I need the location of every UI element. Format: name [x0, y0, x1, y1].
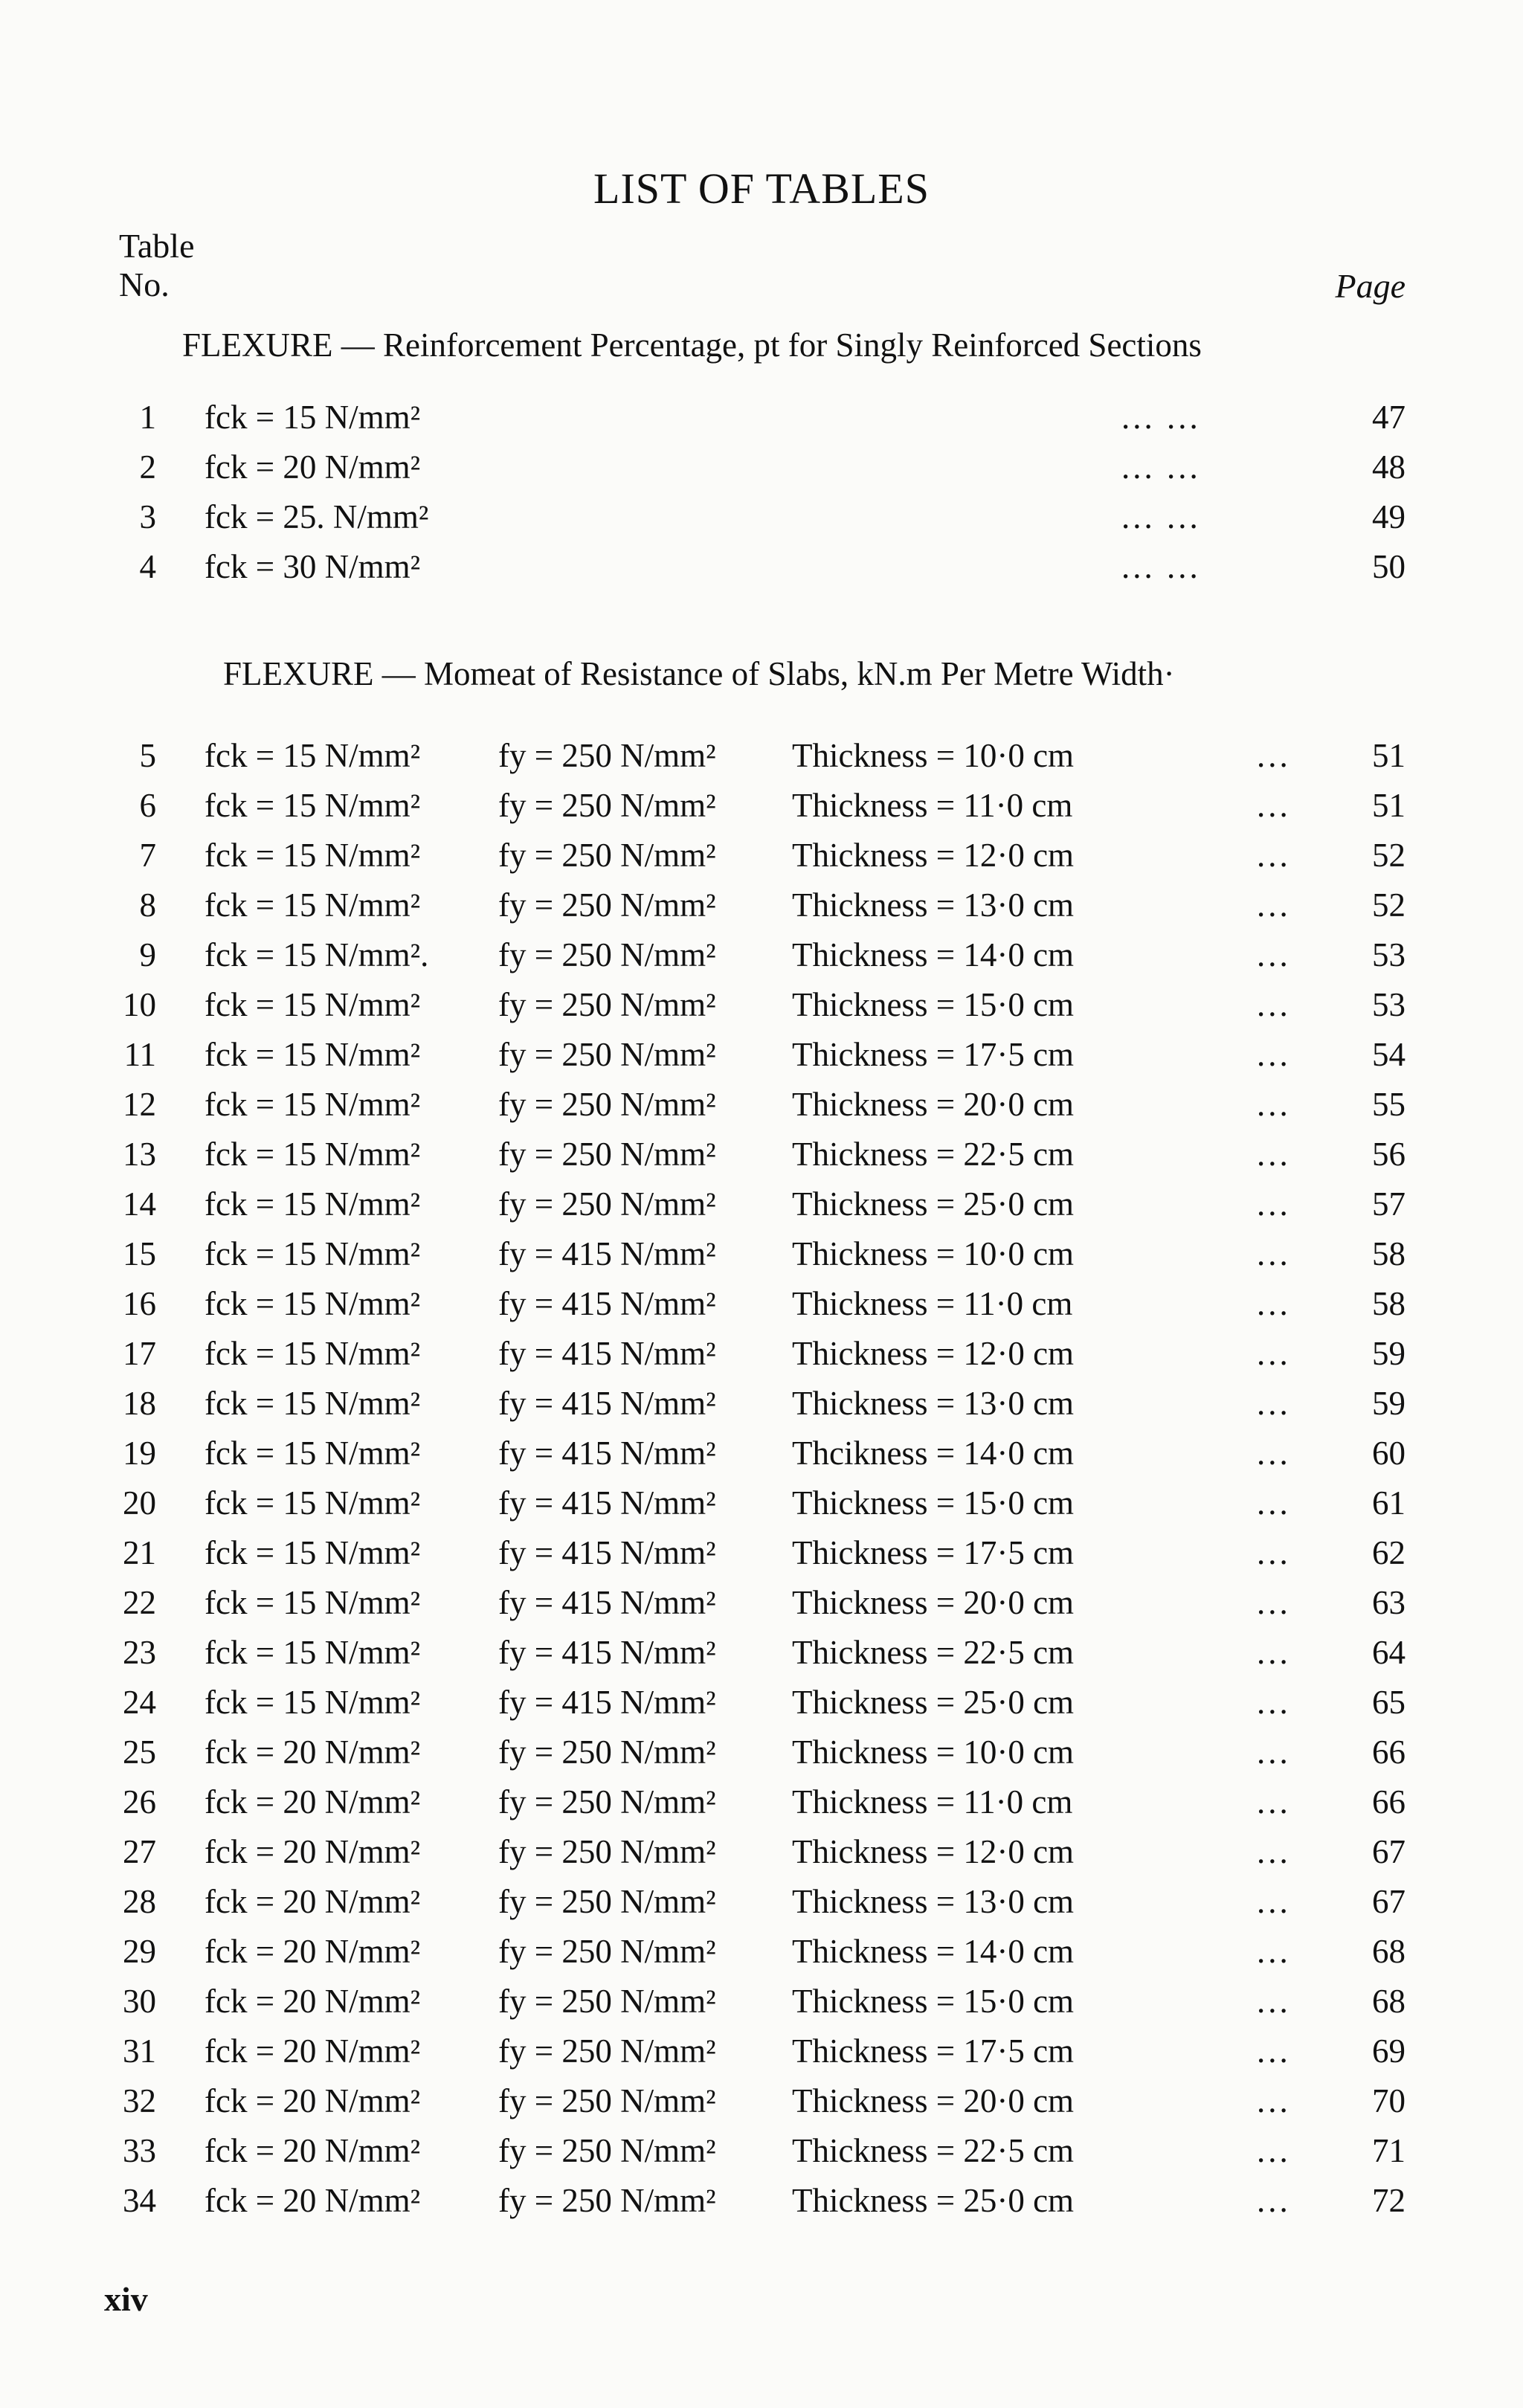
- table-row: [0, 1135, 1523, 1185]
- thickness-value: Thickness = 22·5 cm: [792, 1136, 1075, 1173]
- page-number-cell: 62: [1372, 1534, 1406, 1571]
- fy-value: fy = 250 N/mm²: [498, 837, 716, 874]
- thickness-value: Thickness = 11·0 cm: [792, 787, 1073, 824]
- page-number-cell: 55: [1372, 1086, 1406, 1123]
- fck-value: fck = 15 N/mm²: [205, 1136, 421, 1173]
- page-number-cell: 59: [1372, 1335, 1406, 1372]
- fy-value: fy = 415 N/mm²: [498, 1534, 716, 1571]
- fy-value: fy = 250 N/mm²: [498, 886, 716, 924]
- page-number-cell: 49: [1372, 498, 1406, 535]
- table-number: 34: [123, 2182, 156, 2219]
- table-row: [0, 1234, 1523, 1284]
- fck-value: fck = 15 N/mm²: [205, 1335, 421, 1372]
- table-number: 4: [139, 548, 156, 585]
- fck-value: fck = 30 N/mm²: [205, 548, 421, 585]
- leader-dots: ...: [1257, 2082, 1291, 2119]
- fy-value: fy = 250 N/mm²: [498, 2182, 716, 2219]
- table-number: 24: [123, 1684, 156, 1721]
- fck-value: fck = 20 N/mm²: [205, 1833, 421, 1870]
- fck-value: fck = 15 N/mm²: [205, 886, 421, 924]
- leader-dots: ...: [1257, 1684, 1291, 1721]
- page-number-cell: 68: [1372, 1983, 1406, 2020]
- table-row: [0, 736, 1523, 786]
- thickness-value: Thickness = 25·0 cm: [792, 1185, 1075, 1223]
- thickness-value: Thickness = 12·0 cm: [792, 837, 1075, 874]
- page-number-cell: 58: [1372, 1235, 1406, 1272]
- table-number: 20: [123, 1484, 156, 1522]
- fck-value: fck = 15 N/mm²: [205, 1385, 421, 1422]
- table-label: Table: [119, 227, 195, 265]
- thickness-value: Thickness = 25·0 cm: [792, 1684, 1075, 1721]
- table-row: [0, 836, 1523, 886]
- table-number: 1: [139, 399, 156, 436]
- fy-value: fy = 250 N/mm²: [498, 2082, 716, 2119]
- thickness-value: Thickness = 15·0 cm: [792, 986, 1075, 1023]
- page-number-cell: 61: [1372, 1484, 1406, 1522]
- thickness-value: Thickness = 13·0 cm: [792, 1385, 1075, 1422]
- leader-dots: ...: [1257, 1534, 1291, 1571]
- page-number-cell: 58: [1372, 1285, 1406, 1322]
- leader-dots: ...: [1257, 1335, 1291, 1372]
- leader-dots: ...: [1257, 1933, 1291, 1970]
- leader-dots: ...: [1257, 1435, 1291, 1472]
- leader-dots: ...: [1257, 1833, 1291, 1870]
- thickness-value: Thickness = 13·0 cm: [792, 886, 1075, 924]
- table-number: 19: [123, 1435, 156, 1472]
- page-title: LIST OF TABLES: [593, 164, 930, 213]
- fck-value: fck = 20 N/mm²: [205, 1733, 421, 1771]
- leader-dots: ...: [1257, 2132, 1291, 2169]
- fy-value: fy = 415 N/mm²: [498, 1584, 716, 1621]
- leader-dots: ...: [1257, 1036, 1291, 1073]
- table-row: [0, 448, 1523, 498]
- table-number: 13: [123, 1136, 156, 1173]
- leader-dots: ... ...: [1121, 498, 1201, 535]
- table-number: 26: [123, 1783, 156, 1821]
- thickness-value: Thickness = 17·5 cm: [792, 2032, 1075, 2070]
- page-number-cell: 67: [1372, 1833, 1406, 1870]
- section-title-reinforcement: FLEXURE — Reinforcement Percentage, pt for Singly Reinforced Sections: [182, 326, 1202, 364]
- leader-dots: ...: [1257, 1235, 1291, 1272]
- fy-value: fy = 415 N/mm²: [498, 1684, 716, 1721]
- column-header-table-no: [119, 227, 195, 304]
- fck-value: fck = 20 N/mm²: [205, 1933, 421, 1970]
- table-number: 27: [123, 1833, 156, 1870]
- table-number: 6: [139, 787, 156, 824]
- page-number-cell: 59: [1372, 1385, 1406, 1422]
- page-number-cell: 51: [1372, 737, 1406, 774]
- leader-dots: ... ...: [1121, 448, 1201, 486]
- leader-dots: ...: [1257, 1136, 1291, 1173]
- thickness-value: Thickness = 15·0 cm: [792, 1484, 1075, 1522]
- fy-value: fy = 250 N/mm²: [498, 1883, 716, 1920]
- fck-value: fck = 15 N/mm²: [205, 787, 421, 824]
- page-number-cell: 64: [1372, 1634, 1406, 1671]
- page-number-cell: 72: [1372, 2182, 1406, 2219]
- thickness-value: Thickness = 22·5 cm: [792, 2132, 1075, 2169]
- table-row: [0, 2131, 1523, 2181]
- table-number: 21: [123, 1534, 156, 1571]
- thickness-value: Thickness = 11·0 cm: [792, 1285, 1073, 1322]
- leader-dots: ...: [1257, 787, 1291, 824]
- page-number-cell: 50: [1372, 548, 1406, 585]
- page-number-cell: 51: [1372, 787, 1406, 824]
- fck-value: fck = 15 N/mm²: [205, 737, 421, 774]
- thickness-value: Thcikness = 14·0 cm: [792, 1435, 1075, 1472]
- fck-value: fck = 15 N/mm²: [205, 837, 421, 874]
- table-row: [0, 398, 1523, 448]
- page-number-cell: 54: [1372, 1036, 1406, 1073]
- fy-value: fy = 250 N/mm²: [498, 986, 716, 1023]
- table-number: 30: [123, 1983, 156, 2020]
- leader-dots: ...: [1257, 986, 1291, 1023]
- table-row: [0, 1434, 1523, 1484]
- table-number: 8: [139, 886, 156, 924]
- fck-value: fck = 20 N/mm²: [205, 1983, 421, 2020]
- fy-value: fy = 250 N/mm²: [498, 737, 716, 774]
- fck-value: fck = 15 N/mm²: [205, 1584, 421, 1621]
- page-number-cell: 53: [1372, 936, 1406, 973]
- fy-value: fy = 250 N/mm²: [498, 2132, 716, 2169]
- fy-value: fy = 250 N/mm²: [498, 1933, 716, 1970]
- leader-dots: ...: [1257, 886, 1291, 924]
- fy-value: fy = 415 N/mm²: [498, 1285, 716, 1322]
- leader-dots: ...: [1257, 1634, 1291, 1671]
- fck-value: fck = 20 N/mm²: [205, 448, 421, 486]
- fck-value: fck = 15 N/mm²: [205, 1435, 421, 1472]
- table-number: 11: [123, 1036, 156, 1073]
- table-number: 9: [139, 936, 156, 973]
- leader-dots: ...: [1257, 1733, 1291, 1771]
- leader-dots: ...: [1257, 2032, 1291, 2070]
- table-row: [0, 1533, 1523, 1583]
- table-row: [0, 2181, 1523, 2231]
- table-number: 7: [139, 837, 156, 874]
- fck-value: fck = 20 N/mm²: [205, 1883, 421, 1920]
- fck-value: fck = 25. N/mm²: [205, 498, 429, 535]
- table-number: 5: [139, 737, 156, 774]
- table-number: 3: [139, 498, 156, 535]
- table-row: [0, 1783, 1523, 1832]
- leader-dots: ...: [1257, 1584, 1291, 1621]
- leader-dots: ...: [1257, 1385, 1291, 1422]
- leader-dots: ...: [1257, 737, 1291, 774]
- thickness-value: Thickness = 12·0 cm: [792, 1833, 1075, 1870]
- fy-value: fy = 250 N/mm²: [498, 1036, 716, 1073]
- table-number: 29: [123, 1933, 156, 1970]
- table-number: 17: [123, 1335, 156, 1372]
- table-number: 32: [123, 2082, 156, 2119]
- thickness-value: Thickness = 14·0 cm: [792, 1933, 1075, 1970]
- table-row: [0, 1882, 1523, 1932]
- leader-dots: ...: [1257, 1783, 1291, 1821]
- fy-value: fy = 250 N/mm²: [498, 1833, 716, 1870]
- leader-dots: ...: [1257, 1484, 1291, 1522]
- fy-value: fy = 250 N/mm²: [498, 1733, 716, 1771]
- leader-dots: ...: [1257, 1086, 1291, 1123]
- table-number: 31: [123, 2032, 156, 2070]
- fck-value: fck = 15 N/mm²: [205, 1684, 421, 1721]
- fy-value: fy = 250 N/mm²: [498, 1185, 716, 1223]
- fck-value: fck = 15 N/mm²: [205, 1235, 421, 1272]
- fck-value: fck = 15 N/mm²: [205, 986, 421, 1023]
- table-row: [0, 1035, 1523, 1085]
- fck-value: fck = 20 N/mm²: [205, 2132, 421, 2169]
- thickness-value: Thickness = 14·0 cm: [792, 936, 1075, 973]
- table-row: [0, 936, 1523, 985]
- table-row: [0, 1085, 1523, 1135]
- table-row: [0, 985, 1523, 1035]
- fy-value: fy = 250 N/mm²: [498, 1136, 716, 1173]
- page-number-cell: 60: [1372, 1435, 1406, 1472]
- page-number-cell: 63: [1372, 1584, 1406, 1621]
- thickness-value: Thickness = 15·0 cm: [792, 1983, 1075, 2020]
- page-number-cell: 65: [1372, 1684, 1406, 1721]
- fy-value: fy = 415 N/mm²: [498, 1335, 716, 1372]
- table-number: 28: [123, 1883, 156, 1920]
- fy-value: fy = 415 N/mm²: [498, 1235, 716, 1272]
- fck-value: fck = 15 N/mm²: [205, 1086, 421, 1123]
- page-number-cell: 67: [1372, 1883, 1406, 1920]
- fy-value: fy = 415 N/mm²: [498, 1634, 716, 1671]
- fck-value: fck = 15 N/mm²: [205, 1185, 421, 1223]
- thickness-value: Thickness = 17·5 cm: [792, 1036, 1075, 1073]
- page-number-cell: 52: [1372, 837, 1406, 874]
- table-number: 18: [123, 1385, 156, 1422]
- thickness-value: Thickness = 10·0 cm: [792, 1235, 1075, 1272]
- page-number-cell: 48: [1372, 448, 1406, 486]
- thickness-value: Thickness = 12·0 cm: [792, 1335, 1075, 1372]
- table-row: [0, 1185, 1523, 1234]
- fck-value: fck = 15 N/mm²: [205, 1534, 421, 1571]
- page-number-cell: 57: [1372, 1185, 1406, 1223]
- leader-dots: ...: [1257, 1883, 1291, 1920]
- leader-dots: ...: [1257, 936, 1291, 973]
- fy-value: fy = 250 N/mm²: [498, 2032, 716, 2070]
- page-number-cell: 47: [1372, 399, 1406, 436]
- fy-value: fy = 415 N/mm²: [498, 1385, 716, 1422]
- thickness-value: Thickness = 20·0 cm: [792, 1584, 1075, 1621]
- fy-value: fy = 415 N/mm²: [498, 1484, 716, 1522]
- fck-value: fck = 15 N/mm²: [205, 1285, 421, 1322]
- fck-value: fck = 20 N/mm²: [205, 2082, 421, 2119]
- leader-dots: ...: [1257, 2182, 1291, 2219]
- table-row: [0, 1484, 1523, 1533]
- fy-value: fy = 250 N/mm²: [498, 1783, 716, 1821]
- leader-dots: ...: [1257, 837, 1291, 874]
- fck-value: fck = 15 N/mm².: [205, 936, 429, 973]
- leader-dots: ...: [1257, 1185, 1291, 1223]
- section1-rows: [0, 398, 1523, 597]
- fck-value: fck = 15 N/mm²: [205, 1036, 421, 1073]
- leader-dots: ...: [1257, 1983, 1291, 2020]
- table-number: 12: [123, 1086, 156, 1123]
- thickness-value: Thickness = 20·0 cm: [792, 1086, 1075, 1123]
- fy-value: fy = 250 N/mm²: [498, 787, 716, 824]
- thickness-value: Thickness = 17·5 cm: [792, 1534, 1075, 1571]
- fck-value: fck = 20 N/mm²: [205, 2182, 421, 2219]
- thickness-value: Thickness = 13·0 cm: [792, 1883, 1075, 1920]
- table-number: 14: [123, 1185, 156, 1223]
- leader-dots: ... ...: [1121, 399, 1201, 436]
- table-number: 10: [123, 986, 156, 1023]
- table-row: [0, 547, 1523, 597]
- table-row: [0, 2082, 1523, 2131]
- table-number: 33: [123, 2132, 156, 2169]
- section2-rows: [0, 736, 1523, 2231]
- fy-value: fy = 415 N/mm²: [498, 1435, 716, 1472]
- table-row: [0, 1982, 1523, 2032]
- page-number-cell: 52: [1372, 886, 1406, 924]
- fck-value: fck = 20 N/mm²: [205, 1783, 421, 1821]
- page-number-cell: 69: [1372, 2032, 1406, 2070]
- table-row: [0, 1733, 1523, 1783]
- page-number-cell: 71: [1372, 2132, 1406, 2169]
- table-row: [0, 1384, 1523, 1434]
- table-row: [0, 1284, 1523, 1334]
- page-number-cell: 66: [1372, 1733, 1406, 1771]
- table-number: 2: [139, 448, 156, 486]
- fy-value: fy = 250 N/mm²: [498, 1983, 716, 2020]
- page-number-cell: 56: [1372, 1136, 1406, 1173]
- thickness-value: Thickness = 22·5 cm: [792, 1634, 1075, 1671]
- fy-value: fy = 250 N/mm²: [498, 1086, 716, 1123]
- thickness-value: Thickness = 25·0 cm: [792, 2182, 1075, 2219]
- page-number-cell: 68: [1372, 1933, 1406, 1970]
- leader-dots: ... ...: [1121, 548, 1201, 585]
- thickness-value: Thickness = 10·0 cm: [792, 1733, 1075, 1771]
- thickness-value: Thickness = 10·0 cm: [792, 737, 1075, 774]
- table-row: [0, 786, 1523, 836]
- table-row: [0, 1932, 1523, 1982]
- table-row: [0, 1683, 1523, 1733]
- table-row: [0, 1334, 1523, 1384]
- table-number: 25: [123, 1733, 156, 1771]
- no-label: No.: [119, 265, 170, 303]
- thickness-value: Thickness = 11·0 cm: [792, 1783, 1073, 1821]
- fck-value: fck = 15 N/mm²: [205, 1634, 421, 1671]
- fck-value: fck = 15 N/mm²: [205, 399, 421, 436]
- table-row: [0, 498, 1523, 547]
- fy-value: fy = 250 N/mm²: [498, 936, 716, 973]
- table-row: [0, 886, 1523, 936]
- table-row: [0, 1633, 1523, 1683]
- table-number: 23: [123, 1634, 156, 1671]
- table-number: 16: [123, 1285, 156, 1322]
- page-number: xiv: [104, 2280, 148, 2318]
- page-number-cell: 66: [1372, 1783, 1406, 1821]
- fck-value: fck = 20 N/mm²: [205, 2032, 421, 2070]
- fck-value: fck = 15 N/mm²: [205, 1484, 421, 1522]
- thickness-value: Thickness = 20·0 cm: [792, 2082, 1075, 2119]
- leader-dots: ...: [1257, 1285, 1291, 1322]
- table-row: [0, 1583, 1523, 1633]
- table-row: [0, 2032, 1523, 2082]
- column-header-page: Page: [1335, 267, 1406, 305]
- page-number-cell: 70: [1372, 2082, 1406, 2119]
- page-number-cell: 53: [1372, 986, 1406, 1023]
- table-number: 22: [123, 1584, 156, 1621]
- table-row: [0, 1832, 1523, 1882]
- table-number: 15: [123, 1235, 156, 1272]
- section-title-moment: FLEXURE — Momeat of Resistance of Slabs, kN.m Per Metre Width·: [223, 655, 1175, 692]
